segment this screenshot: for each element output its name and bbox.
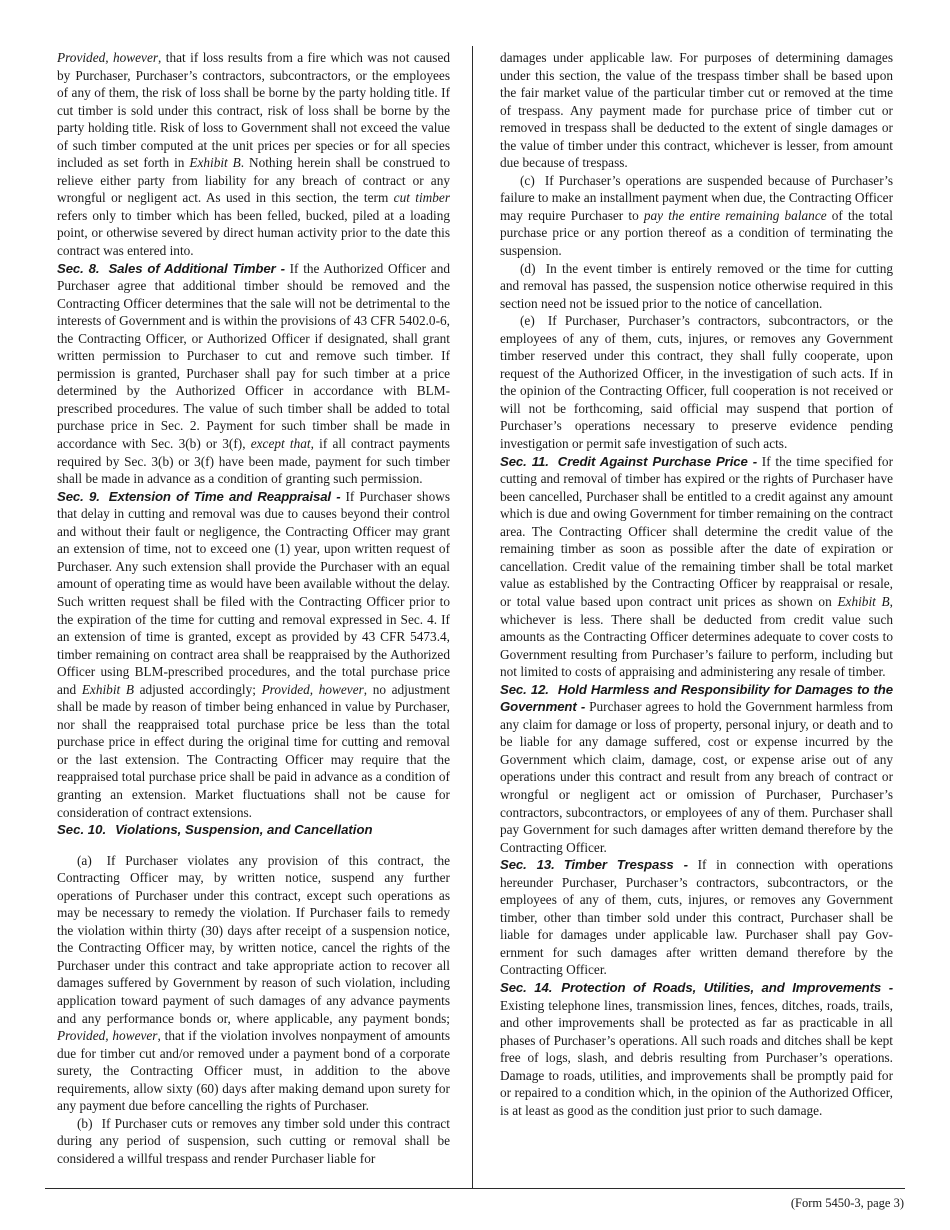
sec-8-sales-of-additional-timber: Sec. 8. Sales of Additional Timber - If the Authorized Officer and Purchaser agree that additional timber should be removed and the Contracting Officer determines that the sale will not be detrimental to the interests of Government and is within the provisions of 43 CFR 5402.0-6, the Contracting Officer, or Authorized Officer if designated, shall grant written permission to Purchaser to cut and remove such timber. If permission is granted, Purchaser shall pay for such timber at a price determined by the Authorized Officer in accordance with BLM-prescribed procedures. The value of such timber shall be added to total purchase price in Sec. 2. Payment for such timber shall be made in accordance with Sec. 3(b) or 3(f), except that, if all contract payments required by Sec. 3(b) or 3(f) have been made, payment for such timber shall be made in advance as a condition of granting such permission. bbox=[57, 260, 450, 487]
sec-9-extension-of-time-and-reappraisal: Sec. 9. Extension of Time and Reappraisal - If Purchaser shows that delay in cutting and removal was due to causes beyond their control and without their fault or negligence, the Contracting Officer may grant an extension of time, not to exceed one (1) year, upon written request of Purchaser. Any such extension shall provide the Purchaser with an equal amount of operating time as would have been available without the delay. Such written request shall be filed with the Contracting Officer prior to the expiration of the time for cutting and removal expressed in Sec. 4. If an extension of time is granted, except as provided by 43 CFR 5473.4, timber remaining on contract area shall be reappraised by the Authorized Officer using BLM-prescribed procedures, and the total purchase price and Exhibit B adjusted accordingly; Provided, however, no adjustment shall be made by reason of timber being enhanced in value by Purchaser, nor shall the reappraised total purchase price be less than the total purchase price in effect during the original time for cutting and removal or the last extension. The Contracting Officer may require that the reappraised total purchase price shall be paid in advance as a condition of granting an extension. Market fluctuations shall not be cause for consideration of contract extensions. bbox=[57, 488, 450, 820]
sec-10-paragraph-e: (e) If Purchaser, Purchaser’s contractors, subcontractors, or the employees of any of them, cuts, injures, or removes any Government timber reserved under this contract, they shall fully cooperate, upon request of the Authorized Officer, in the investigation of such acts. If in the opinion of the Contracting Officer, full cooperation is not received or will not be forthcoming, said official may suspend that portion of Purchaser’s operations necessary to preserve evidence pending investigation or permit safe investigation of such acts. bbox=[500, 313, 893, 452]
sec-12-hold-harmless-and-responsibility: Sec. 12. Hold Harmless and Responsibility for Damages to the Government - Purchaser agrees to hold the Government harmless from any claim for damage or loss of property, personal injury, or death and to be liable for any damage suffered, cost or expense incurred by the Government which claim, damage, cost, or expense arise out of any operations under this contract and result from any breach of contract or wrongful or negligent act or omission of Purchaser, Purchaser’s contractors, subcontractors, or employees of any of them. Purchaser shall pay Government for such damages after written demand therefore by the Contracting Officer. bbox=[500, 681, 893, 855]
left-column bbox=[57, 49, 450, 1185]
sec-10-paragraph-a: (a) If Purchaser violates any provision of this contract, the Contracting Officer may, by written notice, suspend any further operations of Purchaser under this contract, except such operations as may be necessary to remedy the violation. If Purchaser fails to remedy the violation within thirty (30) days after receipt of a suspension notice, the Contracting Officer may, by written notice, cancel the rights of the Purchaser under this contract and take appropriate action to recover all damages suffered by Government by reason of such violation, including application toward payment of such damages of any advance payments and any performance bonds or, where applicable, any payment bonds; Provided, however, that if the violation involves nonpayment of amounts due for timber cut and/or removed under a payment bond of a corporate surety, the Contracting Officer must, in addition to the above requirements, allow sixty (60) days after making demand upon surety for any payment due before cancelling the rights of Purchaser. bbox=[57, 852, 450, 1114]
sec-10-heading: Sec. 10. Violations, Suspension, and Cancellation bbox=[57, 822, 373, 838]
footer-horizontal-rule bbox=[45, 1188, 905, 1189]
sec-10-paragraph-c: (c) If Purchaser’s operations are suspended because of Purchaser’s failure to make an installment payment when due, the Contracting Officer may require Purchaser to pay the entire remaining balance of the total purchase price or any portion thereof as a condition of terminating the suspension. bbox=[500, 172, 893, 259]
form-footer-note: (Form 5450-3, page 3) bbox=[790, 1196, 904, 1210]
sec-14-protection-of-roads-utilities-improvements: Sec. 14. Protection of Roads, Utilities, and Improvements - Existing telephone lines, transmission lines, fences, ditches, roads, trails, and other improvements shall be protected as far as practicable in all phases of Purchaser’s operations. All such roads and ditches shall be kept free of logs, slash, and debris resulting from Purchaser’s operations. Damage to roads, utilities, and improvements shall be promptly paid for or repaired to a condition which, in the opinion of the Authorized Officer, is at least as good as the condition just prior to such damage. bbox=[500, 979, 893, 1118]
risk-of-loss-paragraph: Provided, however, that if loss results from a fire which was not caused by Purchaser, Purchaser’s contractors, subcontractors, or the employees of any of them, the risk of loss shall be borne by the party holding title. If cut timber is sold under this contract, risk of loss shall be borne by the party holding title. Risk of loss to Government shall not exceed the value of such timber computed at the unit prices per species or for all species included as set forth in Exhibit B. Nothing herein shall be construed to relieve either party from liability for any breach of contract or any wrongful or negligent act. As used in this section, the term cut timber refers only to timber which has been felled, bucked, piled at a loading point, or otherwise severed by direct human activity prior to the date this contract was entered into. bbox=[57, 50, 450, 259]
two-column-body bbox=[57, 49, 893, 1185]
trespass-damages-continuation: damages under applicable law. For purposes of determining damages under this section, the value of the trespass timber shall be based upon the fair market value of the particular timber cut or removed at the time of trespass. Any payment made for purchase price of timber cut or removed in trespass shall be deducted to the extent of single damages or the value of timber under this contract, whichever is lesser, from amount due because of trespass. bbox=[500, 50, 893, 171]
sec-13-timber-trespass: Sec. 13. Timber Trespass - If in connection with operations hereunder Purchaser, Purchaser’s contractors, subcontractors, or the employees of any of them, cuts, injures, or removes any Government timber, other than timber sold under this contract, Purchaser shall be liable for damages under applicable law. Purchaser shall pay Gov-ernment for such damages after written demand therefore by the Contracting Officer. bbox=[500, 857, 893, 978]
sec-10-paragraph-b: (b) If Purchaser cuts or removes any timber sold under this contract during any period of suspension, such cutting or removal shall be considered a willful trespass and render Purchaser liable for bbox=[57, 1115, 450, 1166]
column-divider-rule bbox=[472, 46, 473, 1188]
right-column bbox=[500, 49, 893, 1185]
sec-10-paragraph-d: (d) In the event timber is entirely removed or the time for cutting and removal has passed, the suspension notice otherwise required in this section need not be issued prior to the notice of cancellation. bbox=[500, 260, 893, 311]
sec-11-credit-against-purchase-price: Sec. 11. Credit Against Purchase Price - If the time specified for cutting and removal of timber has expired or the rights of Purchaser have been cancelled, Purchaser shall be entitled to a credit against any amount which is due and owing Government for timber remaining on the contract area. The Contracting Officer shall determine the credit value of the remaining timber as soon as possible after the date of expiration or cancellation. Credit value of the remaining timber shall be total market value as established by the Contracting Officer by reappraisal or resale, or total value based upon contract unit prices as shown on Exhibit B, whichever is less. There shall be deducted from credit value such amounts as the Contracting Officer determines adequate to cover costs to Government resulting from Purchaser’s failure to perform, including but not limited to costs of appraising and administering any resale of timber. bbox=[500, 453, 893, 680]
